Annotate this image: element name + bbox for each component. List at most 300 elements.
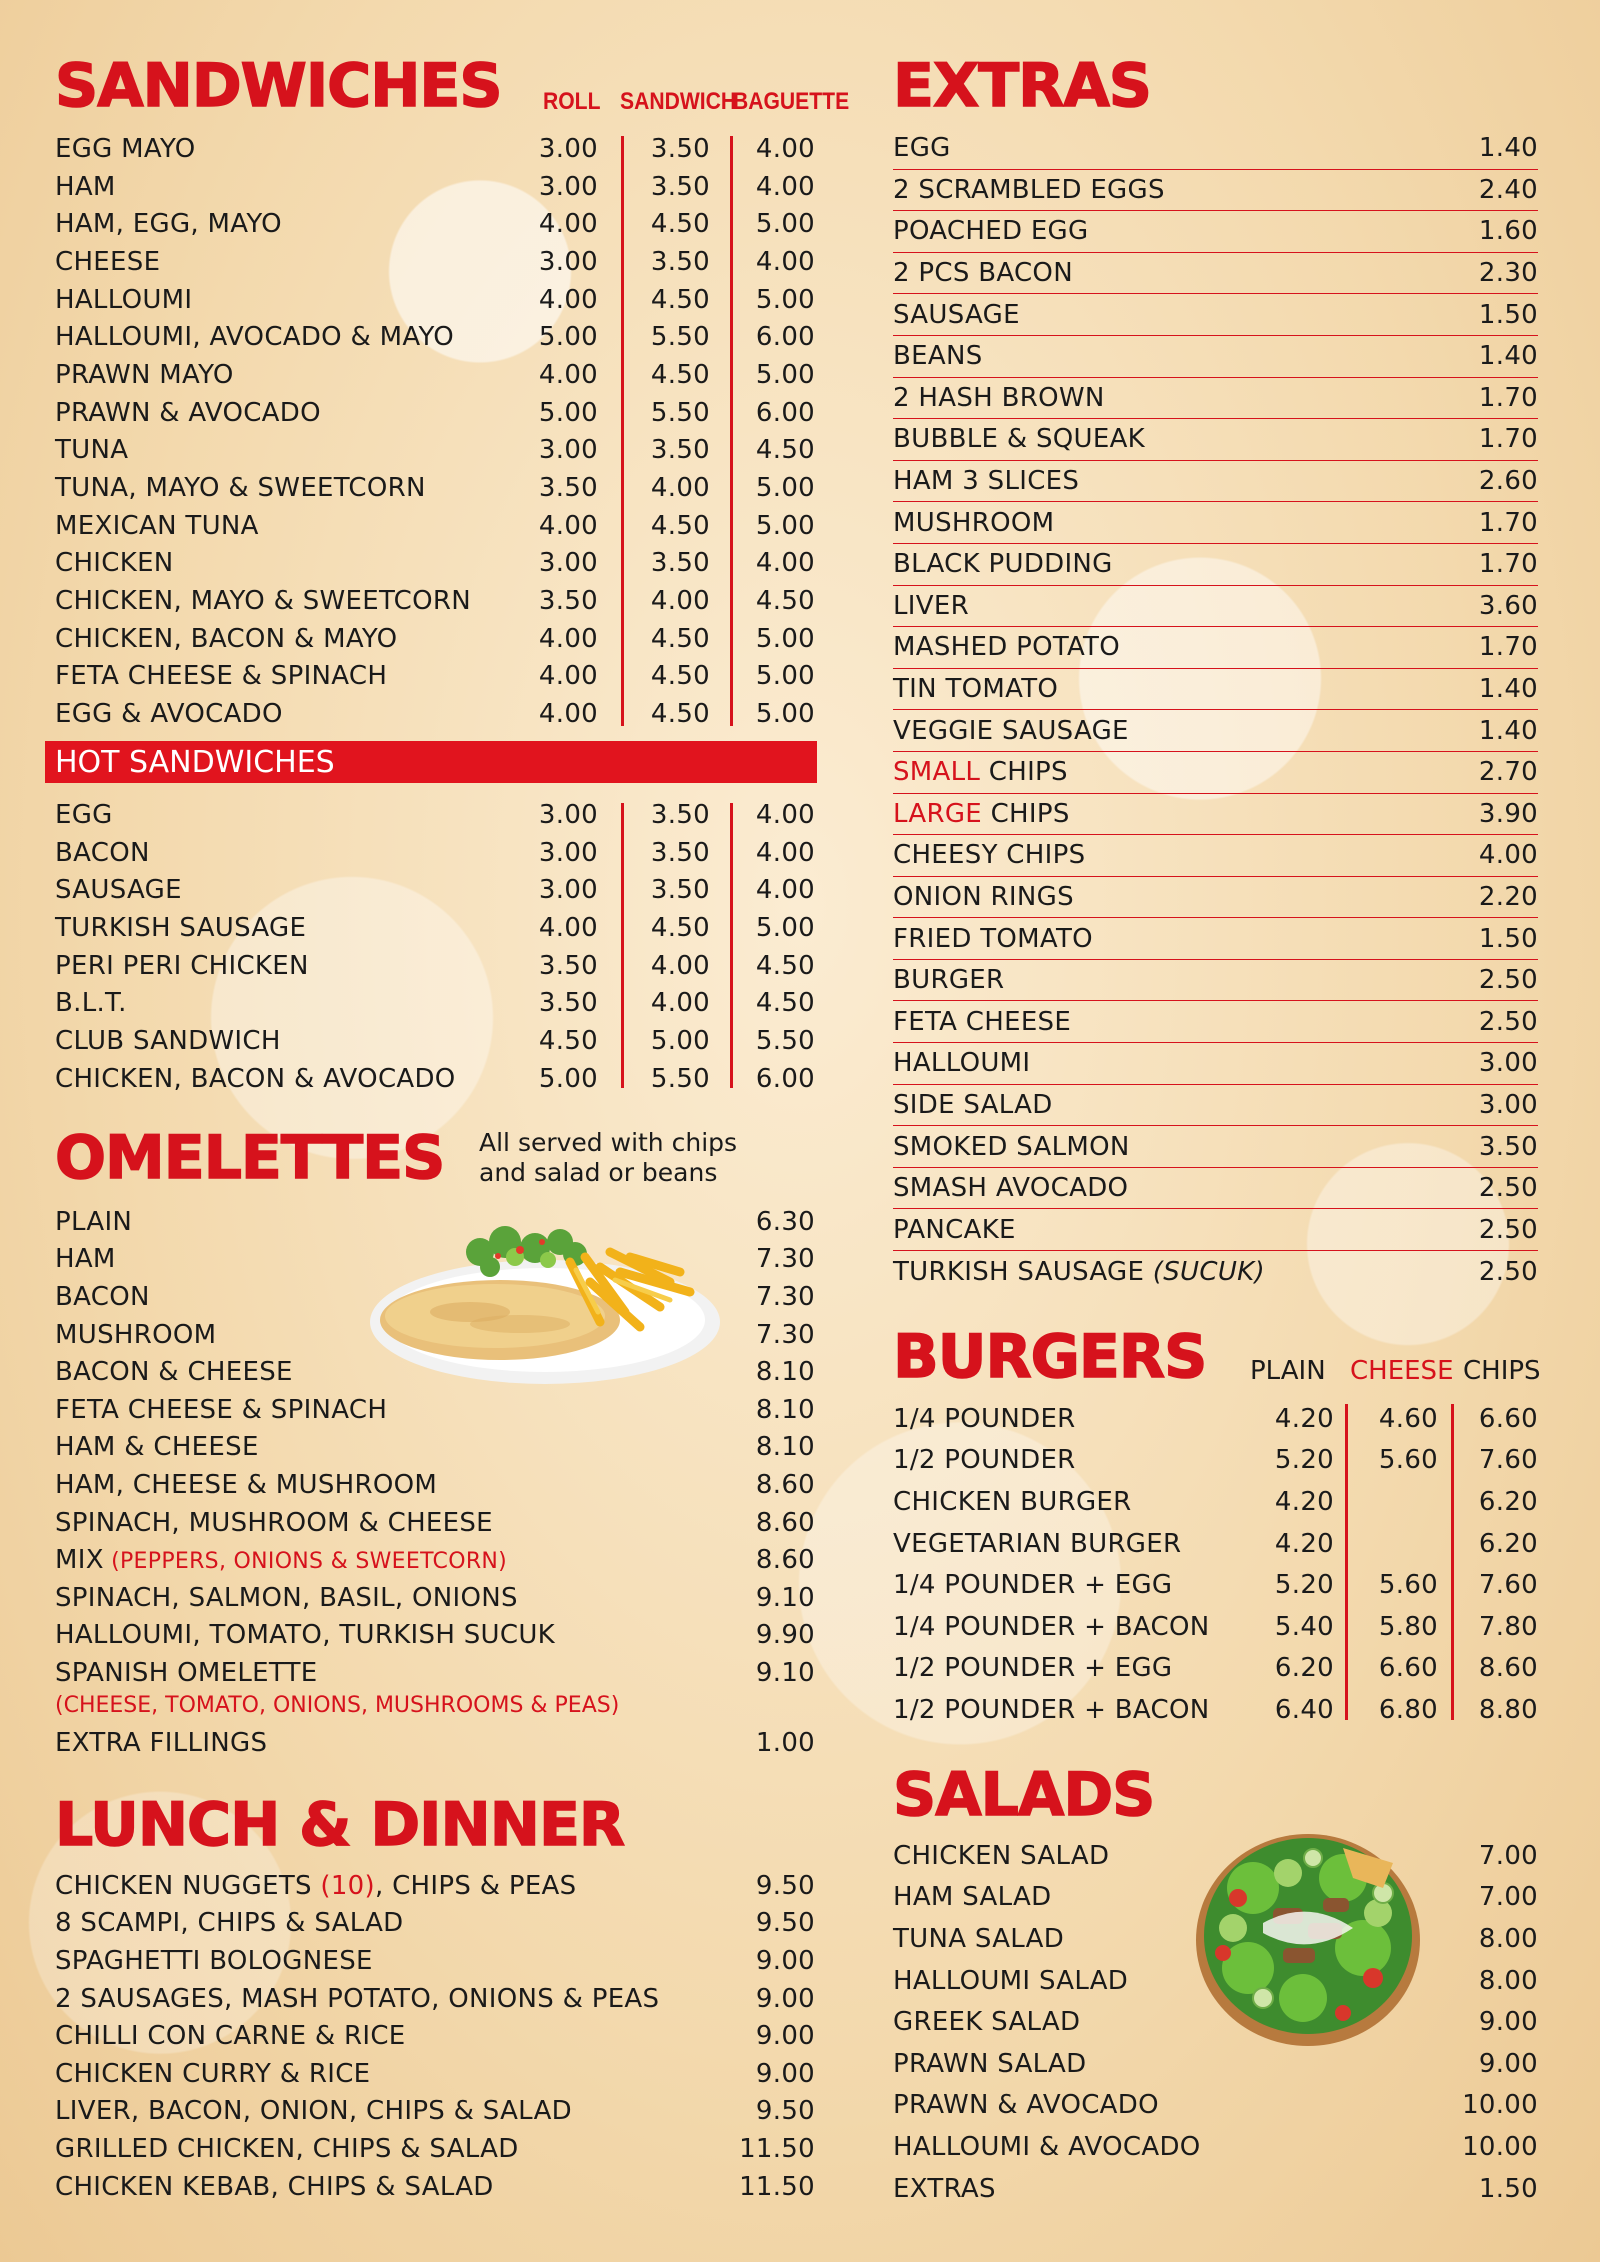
item-label: VEGGIE SAUSAGE	[893, 715, 1129, 746]
price-3: 4.50	[755, 586, 815, 617]
item-price: 2.50	[1478, 1256, 1538, 1287]
price-3: 4.50	[755, 435, 815, 466]
extras-row	[893, 1168, 1538, 1210]
item-price: 1.50	[1478, 923, 1538, 954]
item-price: 2.40	[1478, 174, 1538, 205]
item-name: FETA CHEESE & SPINACH	[55, 661, 388, 692]
hot-sandwich-row	[55, 834, 815, 872]
price-cheese: 5.60	[1378, 1570, 1438, 1601]
price-1: 4.00	[538, 359, 598, 390]
item-name	[893, 965, 1479, 995]
item-name	[893, 508, 1479, 538]
price-1: 3.00	[538, 435, 598, 466]
price-cheese: 5.80	[1378, 1611, 1438, 1642]
price-3: 4.00	[755, 837, 815, 868]
item-price: 8.60	[755, 1507, 815, 1538]
item-name	[893, 1132, 1479, 1162]
extras-row	[893, 586, 1538, 628]
price-2: 5.50	[650, 397, 710, 428]
extras-row	[893, 669, 1538, 711]
price-1: 4.00	[538, 510, 598, 541]
item-label: HALLOUMI	[893, 1048, 1031, 1079]
item-price: 1.40	[1478, 133, 1538, 164]
price-3: 5.50	[755, 1025, 815, 1056]
price-plain: 5.20	[1274, 1445, 1334, 1476]
price-2: 4.50	[650, 359, 710, 390]
item-label: EGG	[893, 133, 951, 164]
item-price: 2.50	[1478, 1214, 1538, 1245]
hot-sandwich-row	[55, 796, 815, 834]
item-label: SPINACH, MUSHROOM & CHEESE	[55, 1507, 493, 1538]
price-3: 4.00	[755, 246, 815, 277]
salad-row	[893, 1877, 1538, 1919]
item-label: POACHED EGG	[893, 216, 1089, 247]
extras-row	[893, 710, 1538, 752]
price-2: 5.50	[650, 1063, 710, 1094]
item-name	[893, 258, 1479, 288]
item-price: 1.70	[1478, 424, 1538, 455]
price-2: 4.50	[650, 661, 710, 692]
item-label: SMOKED SALMON	[893, 1131, 1130, 1162]
lunch-row	[55, 2130, 815, 2168]
item-price: 6.30	[755, 1206, 815, 1237]
omelette-row	[55, 1203, 815, 1241]
price-1: 4.00	[538, 623, 598, 654]
price-cheese: 6.80	[1378, 1694, 1438, 1725]
price-chips: 6.20	[1478, 1486, 1538, 1517]
sandwich-row	[55, 281, 815, 319]
price-1: 4.50	[538, 1025, 598, 1056]
item-name	[893, 1007, 1479, 1037]
price-cheese: 6.60	[1378, 1653, 1438, 1684]
item-name	[55, 1469, 756, 1500]
item-name: CHEESE	[55, 246, 161, 277]
price-3: 4.50	[755, 950, 815, 981]
item-name: CLUB SANDWICH	[55, 1025, 281, 1056]
item-name: PERI PERI CHICKEN	[55, 950, 309, 981]
burgers-list	[893, 1398, 1538, 1731]
omelette-row	[55, 1278, 815, 1316]
sandwich-row	[55, 695, 815, 733]
item-price: 1.50	[1478, 299, 1538, 330]
price-cheese: 4.60	[1378, 1403, 1438, 1434]
item-name: CHICKEN, BACON & AVOCADO	[55, 1063, 456, 1094]
sandwich-row	[55, 658, 815, 696]
item-name: HALLOUMI	[55, 284, 193, 315]
item-price: 9.10	[755, 1582, 815, 1613]
item-name	[55, 1620, 756, 1651]
item-name: HAM, EGG, MAYO	[55, 209, 282, 240]
extras-row	[893, 627, 1538, 669]
extras-row	[893, 211, 1538, 253]
item-price: 9.00	[755, 2058, 815, 2089]
price-2: 4.50	[650, 623, 710, 654]
price-2: 5.50	[650, 322, 710, 353]
price-2: 4.00	[650, 586, 710, 617]
extras-row	[893, 378, 1538, 420]
item-price: 1.40	[1478, 674, 1538, 705]
price-1: 4.00	[538, 912, 598, 943]
item-name: PRAWN SALAD	[893, 2048, 1087, 2079]
item-label: BACON & CHEESE	[55, 1357, 293, 1388]
burger-row	[893, 1689, 1538, 1731]
item-price: 3.00	[1478, 1048, 1538, 1079]
item-name	[55, 1319, 756, 1350]
item-name	[893, 383, 1479, 413]
omelette-row	[55, 1579, 815, 1617]
extras-row	[893, 1001, 1538, 1043]
extras-row	[893, 502, 1538, 544]
item-price: 8.00	[1478, 1965, 1538, 1996]
sandwich-row	[55, 205, 815, 243]
item-name	[893, 133, 1479, 163]
price-3: 4.00	[755, 133, 815, 164]
lunch-row	[55, 2017, 815, 2055]
lunch-row	[55, 2055, 815, 2093]
burger-col-cheese: CHEESE	[1350, 1356, 1454, 1386]
extras-row	[893, 253, 1538, 295]
item-label: CHICKEN NUGGETS	[55, 1870, 321, 1901]
item-size: LARGE	[893, 798, 983, 829]
burger-row	[893, 1648, 1538, 1690]
item-price: 10.00	[1462, 2131, 1538, 2162]
item-price: 8.10	[755, 1394, 815, 1425]
lunch-row	[55, 1942, 815, 1980]
item-price: 8.10	[755, 1357, 815, 1388]
lunch-row	[55, 1867, 815, 1905]
item-name	[55, 1281, 756, 1312]
price-1: 3.00	[538, 246, 598, 277]
item-label: ONION RINGS	[893, 881, 1074, 912]
price-chips: 6.60	[1478, 1403, 1538, 1434]
price-1: 3.00	[538, 548, 598, 579]
item-name: EGG	[55, 799, 113, 830]
price-3: 6.00	[755, 322, 815, 353]
burger-row	[893, 1564, 1538, 1606]
item-name: HALLOUMI, AVOCADO & MAYO	[55, 322, 454, 353]
salad-row	[893, 2126, 1538, 2168]
item-price: 8.00	[1478, 1923, 1538, 1954]
item-name	[893, 300, 1479, 330]
omelette-row	[55, 1504, 815, 1542]
item-label: MUSHROOM	[55, 1319, 217, 1350]
item-name	[893, 674, 1479, 704]
item-name	[55, 1657, 756, 1688]
extras-row	[893, 461, 1538, 503]
price-3: 4.00	[755, 548, 815, 579]
price-1: 3.00	[538, 171, 598, 202]
omelettes-list	[55, 1203, 815, 1761]
lunch-row	[55, 2168, 815, 2206]
price-chips: 7.80	[1478, 1611, 1538, 1642]
price-3: 4.00	[755, 875, 815, 906]
item-name	[893, 757, 1479, 787]
extras-row	[893, 1085, 1538, 1127]
item-price: 2.30	[1478, 258, 1538, 289]
burger-col-plain: PLAIN	[1250, 1356, 1326, 1386]
item-label: BUBBLE & SQUEAK	[893, 424, 1146, 455]
item-label: MIX	[55, 1545, 104, 1576]
item-name: PRAWN & AVOCADO	[893, 2090, 1159, 2121]
price-3: 5.00	[755, 661, 815, 692]
price-2: 3.50	[650, 171, 710, 202]
extras-row	[893, 752, 1538, 794]
burger-row	[893, 1523, 1538, 1565]
burger-row	[893, 1481, 1538, 1523]
price-3: 6.00	[755, 1063, 815, 1094]
item-name	[55, 1870, 756, 1901]
item-price: 9.50	[755, 2096, 815, 2127]
item-name: SPAGHETTI BOLOGNESE	[55, 1945, 373, 1976]
item-price: 9.90	[755, 1620, 815, 1651]
salad-row	[893, 1835, 1538, 1877]
sandwich-row	[55, 469, 815, 507]
item-label: HAM, CHEESE & MUSHROOM	[55, 1469, 438, 1500]
item-label: PANCAKE	[893, 1214, 1016, 1245]
item-name: HALLOUMI & AVOCADO	[893, 2131, 1201, 2162]
price-2: 4.00	[650, 950, 710, 981]
price-cheese: 5.60	[1378, 1445, 1438, 1476]
item-label: PLAIN	[55, 1206, 133, 1237]
item-price: 9.50	[755, 1908, 815, 1939]
item-name	[55, 1507, 756, 1538]
price-2: 3.50	[650, 548, 710, 579]
item-label: SPANISH OMELETTE	[55, 1657, 318, 1688]
item-label: FRIED TOMATO	[893, 923, 1093, 954]
omelette-row	[55, 1466, 815, 1504]
price-1: 4.00	[538, 661, 598, 692]
price-2: 4.00	[650, 988, 710, 1019]
omelette-row	[55, 1241, 815, 1279]
hot-sandwiches-banner: HOT SANDWICHES	[45, 741, 817, 783]
price-2: 4.00	[650, 473, 710, 504]
item-name: TUNA	[55, 435, 129, 466]
item-name: 1/2 POUNDER + EGG	[893, 1653, 1173, 1684]
item-label: 2 HASH BROWN	[893, 382, 1105, 413]
item-label: FETA CHEESE	[893, 1006, 1072, 1037]
extras-row	[893, 1251, 1538, 1293]
salads-title: SALADS	[893, 1760, 1155, 1830]
omelettes-note-line1: All served with chips	[479, 1128, 738, 1157]
omelette-row	[55, 1617, 815, 1655]
item-price: 9.00	[755, 1945, 815, 1976]
hot-sandwich-row	[55, 1060, 815, 1098]
item-label: FETA CHEESE & SPINACH	[55, 1394, 388, 1425]
item-label: SPINACH, SALMON, BASIL, ONIONS	[55, 1582, 518, 1613]
item-name: CHILLI CON CARNE & RICE	[55, 2021, 406, 2052]
item-name: 2 SAUSAGES, MASH POTATO, ONIONS & PEAS	[55, 1983, 660, 2014]
item-name	[893, 882, 1479, 912]
item-price: 2.20	[1478, 881, 1538, 912]
price-plain: 4.20	[1274, 1486, 1334, 1517]
spanish-omelette-note: (CHEESE, TOMATO, ONIONS, MUSHROOMS & PEAS)	[55, 1692, 620, 1718]
item-name: 1/4 POUNDER + BACON	[893, 1611, 1210, 1642]
item-name: CHICKEN, MAYO & SWEETCORN	[55, 586, 471, 617]
burger-row	[893, 1606, 1538, 1648]
item-name: TUNA, MAYO & SWEETCORN	[55, 473, 426, 504]
item-name	[55, 1244, 756, 1275]
item-price: 9.50	[755, 1870, 815, 1901]
item-name: GREEK SALAD	[893, 2007, 1081, 2038]
item-label: HALLOUMI, TOMATO, TURKISH SUCUK	[55, 1620, 556, 1651]
extras-row	[893, 877, 1538, 919]
item-size: SMALL	[893, 757, 981, 788]
hot-sandwich-row	[55, 871, 815, 909]
item-name	[893, 1090, 1479, 1120]
omelettes-note-line2: and salad or beans	[479, 1158, 718, 1187]
item-count: (10)	[320, 1870, 375, 1901]
omelette-row	[55, 1316, 815, 1354]
price-3: 5.00	[755, 510, 815, 541]
item-price: 1.50	[1478, 2173, 1538, 2204]
extras-row	[893, 336, 1538, 378]
price-3: 5.00	[755, 473, 815, 504]
item-name: CHICKEN CURRY & RICE	[55, 2058, 371, 2089]
price-2: 3.50	[650, 246, 710, 277]
item-price: 2.50	[1478, 965, 1538, 996]
col-header-sandwich: SANDWICH	[620, 88, 737, 115]
omelette-row	[55, 1724, 815, 1762]
item-label: CHIPS	[980, 757, 1068, 788]
price-1: 3.00	[538, 133, 598, 164]
extras-row	[893, 1126, 1538, 1168]
sandwich-row	[55, 168, 815, 206]
item-price: 11.50	[739, 2171, 815, 2202]
price-1: 3.00	[538, 875, 598, 906]
item-price: 3.00	[1478, 1089, 1538, 1120]
item-label: SIDE SALAD	[893, 1089, 1053, 1120]
price-1: 5.00	[538, 1063, 598, 1094]
item-label: TURKISH SAUSAGE	[893, 1256, 1153, 1287]
price-3: 5.00	[755, 623, 815, 654]
item-name: TUNA SALAD	[893, 1923, 1065, 1954]
sandwiches-title: SANDWICHES	[55, 51, 502, 121]
omelettes-title: OMELETTES	[55, 1123, 445, 1193]
item-label: BEANS	[893, 341, 983, 372]
item-label: BACON	[55, 1281, 150, 1312]
col-header-roll: ROLL	[543, 88, 601, 115]
lunch-row	[55, 1980, 815, 2018]
item-name: GRILLED CHICKEN, CHIPS & SALAD	[55, 2133, 519, 2164]
item-name	[893, 1215, 1479, 1245]
item-name	[893, 341, 1479, 371]
extras-row	[893, 170, 1538, 212]
price-3: 6.00	[755, 397, 815, 428]
item-name: PRAWN MAYO	[55, 359, 234, 390]
price-1: 4.00	[538, 284, 598, 315]
price-chips: 8.60	[1478, 1653, 1538, 1684]
price-2: 3.50	[650, 435, 710, 466]
item-price: 8.60	[755, 1545, 815, 1576]
item-name: 8 SCAMPI, CHIPS & SALAD	[55, 1908, 404, 1939]
item-price: 2.50	[1478, 1173, 1538, 1204]
price-2: 3.50	[650, 837, 710, 868]
salad-row	[893, 1960, 1538, 2002]
item-label: HAM 3 SLICES	[893, 466, 1080, 497]
item-name: 1/4 POUNDER + EGG	[893, 1570, 1173, 1601]
item-name: EGG MAYO	[55, 133, 196, 164]
omelette-row	[55, 1353, 815, 1391]
item-label: 2 SCRAMBLED EGGS	[893, 174, 1165, 205]
item-label: 2 PCS BACON	[893, 258, 1073, 289]
item-label: TIN TOMATO	[893, 674, 1059, 705]
hot-sandwich-row	[55, 909, 815, 947]
item-label: CHEESY CHIPS	[893, 840, 1086, 871]
item-price: 2.60	[1478, 466, 1538, 497]
item-name	[55, 1357, 756, 1388]
item-name	[893, 799, 1479, 829]
item-name	[55, 1582, 756, 1613]
item-name	[893, 424, 1479, 454]
item-name: EGG & AVOCADO	[55, 699, 283, 730]
hot-sandwich-row	[55, 984, 815, 1022]
item-name: 1/2 POUNDER	[893, 1445, 1076, 1476]
item-price: 1.40	[1478, 715, 1538, 746]
salad-row	[893, 2085, 1538, 2127]
item-label: LIVER	[893, 590, 969, 621]
item-name: HAM SALAD	[893, 1882, 1052, 1913]
burger-row	[893, 1440, 1538, 1482]
price-1: 3.00	[538, 799, 598, 830]
item-price: 9.10	[755, 1657, 815, 1688]
item-price: 2.50	[1478, 1006, 1538, 1037]
item-name	[893, 632, 1479, 662]
price-plain: 4.20	[1274, 1403, 1334, 1434]
item-label: CHIPS	[982, 798, 1070, 829]
item-price: 8.60	[755, 1469, 815, 1500]
salads-list	[893, 1835, 1538, 2209]
price-2: 5.00	[650, 1025, 710, 1056]
price-3: 4.00	[755, 799, 815, 830]
price-1: 3.00	[538, 837, 598, 868]
item-name: CHICKEN BURGER	[893, 1486, 1132, 1517]
omelette-row	[55, 1429, 815, 1467]
item-name: CHICKEN SALAD	[893, 1840, 1110, 1871]
item-price: 1.70	[1478, 382, 1538, 413]
item-name: HALLOUMI SALAD	[893, 1965, 1129, 1996]
item-name: CHICKEN, BACON & MAYO	[55, 623, 398, 654]
sandwich-row	[55, 545, 815, 583]
price-chips: 8.80	[1478, 1694, 1538, 1725]
price-3: 5.00	[755, 209, 815, 240]
extras-row	[893, 128, 1538, 170]
price-1: 3.50	[538, 988, 598, 1019]
salad-row	[893, 2168, 1538, 2210]
item-name: TURKISH SAUSAGE	[55, 912, 307, 943]
item-name	[893, 1048, 1479, 1078]
item-name	[893, 549, 1479, 579]
lunch-row	[55, 2093, 815, 2131]
item-price: 9.00	[1478, 2048, 1538, 2079]
item-price: 7.00	[1478, 1882, 1538, 1913]
item-price: 7.00	[1478, 1840, 1538, 1871]
item-name: B.L.T.	[55, 988, 127, 1019]
price-3: 5.00	[755, 284, 815, 315]
item-name: HAM	[55, 171, 116, 202]
sandwich-row	[55, 432, 815, 470]
salad-row	[893, 2001, 1538, 2043]
extras-title: EXTRAS	[893, 51, 1152, 121]
price-3: 5.00	[755, 912, 815, 943]
item-price: 1.70	[1478, 507, 1538, 538]
sandwich-row	[55, 318, 815, 356]
price-2: 4.50	[650, 209, 710, 240]
extras-row	[893, 960, 1538, 1002]
sandwich-row	[55, 394, 815, 432]
item-price: 1.70	[1478, 549, 1538, 580]
lunch-dinner-title: LUNCH & DINNER	[55, 1790, 625, 1860]
burger-row	[893, 1398, 1538, 1440]
